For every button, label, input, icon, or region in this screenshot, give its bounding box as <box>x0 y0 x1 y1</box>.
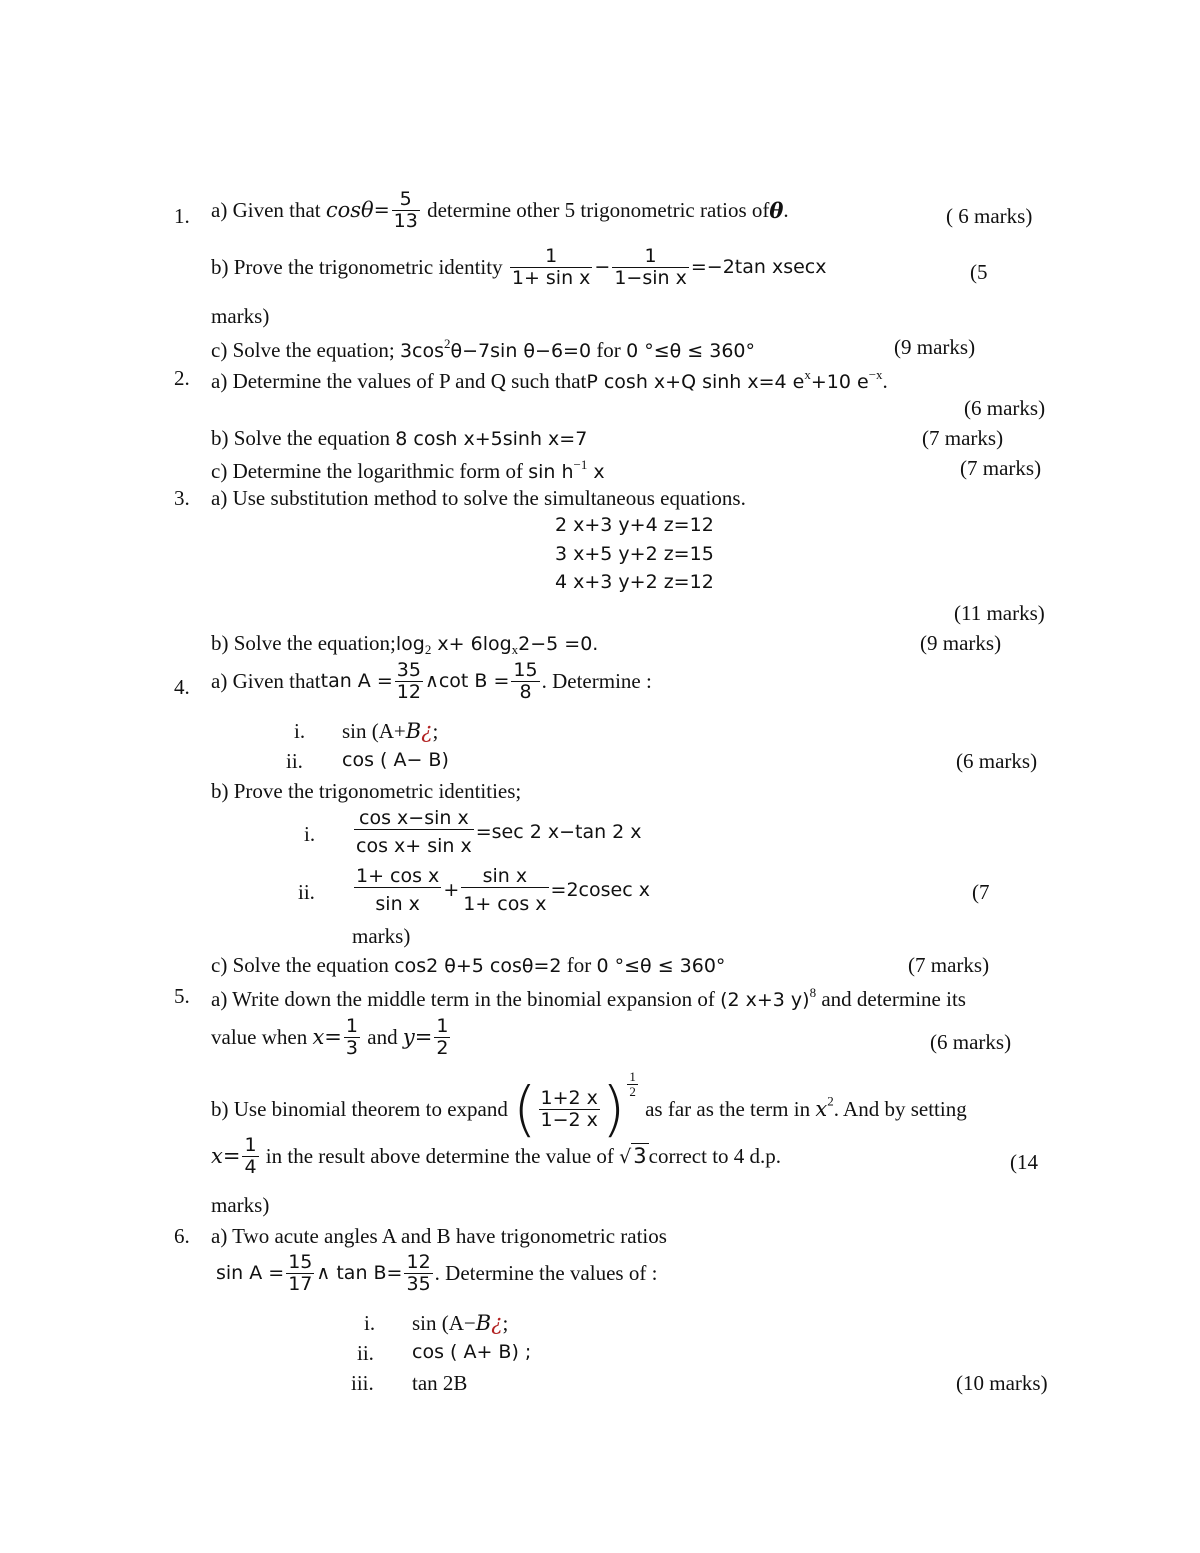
q2c-math: sin h <box>528 461 574 483</box>
q4a-i-symbol: ¿ <box>421 719 433 743</box>
q5b-power-den: 2 <box>629 1084 636 1100</box>
q2a-math: P cosh x+Q sinh x=4 e <box>586 371 805 393</box>
q6-i-b: B <box>475 1311 492 1335</box>
q3b-marks: (9 marks) <box>920 631 1002 655</box>
q5b-x-den: 4 <box>244 1155 257 1178</box>
q1b-marks: (5 <box>970 260 988 284</box>
q5a-value-text: value when <box>211 1024 313 1049</box>
q5a-text: a) Write down the middle term in the binomial expansion of <box>211 987 721 1011</box>
q1b-f2-den: 1−sin x <box>614 266 687 289</box>
q1b-fraction-1 <box>510 246 593 289</box>
q5b-marks-cont: marks) <box>211 1193 270 1217</box>
q2a-sup-2: −x <box>868 367 883 382</box>
q2c-text: c) Determine the logarithmic form of <box>211 459 529 483</box>
q4a-f1-den: 12 <box>396 680 421 703</box>
q4b-ii-f2-den: 1+ cos x <box>463 892 547 915</box>
q2a-math-2: +10 e <box>810 371 869 393</box>
q5b-marks: (14 <box>1010 1150 1038 1174</box>
q4b-i-label: i. <box>304 822 316 846</box>
q4a-i-line <box>342 721 438 742</box>
q4a-fraction-1 <box>395 660 423 703</box>
q6a-line-2 <box>216 1252 657 1295</box>
q4a-text: a) Given that <box>211 668 321 693</box>
q2a-text: a) Determine the values of P and Q such that <box>211 369 587 393</box>
q5b-x-fraction <box>242 1135 258 1178</box>
q1a-dot: . <box>783 197 789 222</box>
q1a-equals: = <box>373 198 390 221</box>
q4a-i-b: B <box>405 719 422 743</box>
q5b-sqrt-radicand: 3 <box>633 1143 647 1168</box>
q6-i-text: sin (A− <box>412 1311 476 1335</box>
q4c-range: 0 °≤θ ≤ 360° <box>596 955 726 977</box>
q5b-sqrt <box>619 1143 648 1168</box>
q6a-and: ∧ tan B= <box>316 1261 403 1284</box>
q4a-tan: tan A = <box>320 669 393 692</box>
q3b-log: log <box>395 633 425 655</box>
q5a-y: y= <box>402 1024 433 1049</box>
q6-iii-label: iii. <box>351 1371 374 1395</box>
q3-number: 3. <box>174 486 190 510</box>
q6-i-label: i. <box>364 1311 376 1335</box>
q1b-f1-num: 1 <box>510 246 593 268</box>
q6a-fraction-1 <box>286 1252 314 1295</box>
q4a-i-label: i. <box>294 719 306 743</box>
q4b-ii-f1-num: 1+ cos x <box>356 865 440 887</box>
q5a-marks: (6 marks) <box>930 1030 1012 1054</box>
q4a-f1-num: 35 <box>396 659 421 681</box>
q4a-i-semicolon: ; <box>432 719 439 743</box>
q3-equation-1: 2 x+3 y+4 z=12 <box>555 514 714 536</box>
q5b-text-2: as far as the term in <box>639 1096 816 1121</box>
q5b-result-text-2: correct to 4 d.p. <box>648 1143 782 1168</box>
q1a-text: a) Given that <box>211 197 326 222</box>
q3a-text: a) Use substitution method to solve the simultaneous equations. <box>211 486 746 510</box>
q5a-y-den: 2 <box>436 1036 449 1059</box>
q1c-marks: (9 marks) <box>894 335 976 359</box>
q4b-ii-f2-num: sin x <box>461 866 548 888</box>
q1c-sup: 2 <box>444 336 451 351</box>
q1a-text-2: determine other 5 trigonometric ratios of <box>421 197 770 222</box>
q4b-ii-label: ii. <box>298 880 315 904</box>
q5a-line-2 <box>211 1016 452 1059</box>
q5a-x: x= <box>312 1024 342 1049</box>
q2c-line <box>211 458 605 482</box>
q5a-x-fraction <box>344 1016 360 1059</box>
q2a-sup-1: x <box>804 367 811 382</box>
q5a-text-2: and determine its <box>816 987 966 1011</box>
q1b-f2-num: 1 <box>612 246 689 268</box>
q2a-marks: (6 marks) <box>964 396 1046 420</box>
q6a-text: a) Two acute angles A and B have trigonometric ratios <box>211 1224 667 1248</box>
q6a-fraction-2 <box>404 1252 432 1295</box>
q3b-text: b) Solve the equation; <box>211 631 396 655</box>
q2b-line <box>211 428 587 449</box>
q4b-ii-fraction-1 <box>354 866 441 915</box>
q1b-fraction-2 <box>612 246 689 289</box>
q5b-result-text: in the result above determine the value of <box>260 1143 620 1168</box>
q1a-fraction-num: 5 <box>392 189 420 211</box>
q5a-sup: 8 <box>809 985 817 1000</box>
q5a-y-fraction <box>434 1016 450 1059</box>
q5-number: 5. <box>174 984 190 1008</box>
q2b-marks: (7 marks) <box>922 426 1004 450</box>
q2c-marks: (7 marks) <box>960 456 1042 480</box>
q4a-fraction-2 <box>511 660 539 703</box>
q6-i-symbol: ¿ <box>491 1311 503 1335</box>
q6-number: 6. <box>174 1224 190 1248</box>
q3-equation-3: 4 x+3 y+2 z=12 <box>555 571 714 593</box>
q6-iii-text: tan 2B <box>412 1371 468 1395</box>
q3b-math-2: 2−5 =0. <box>518 633 599 655</box>
q5b-text-3: . And by setting <box>833 1096 967 1121</box>
q1c-text: c) Solve the equation; <box>211 338 400 362</box>
q5b-line-2 <box>211 1135 781 1178</box>
q4b-ii-f1-den: sin x <box>375 892 420 915</box>
q5a-line <box>211 986 966 1010</box>
q5b-text: b) Use binomial theorem to expand <box>211 1096 514 1121</box>
q5a-math: (2 x+3 y) <box>720 989 810 1011</box>
q5b-line <box>211 1069 967 1145</box>
q5b-paren-close: ) <box>601 1074 626 1145</box>
q4b-i-fraction <box>354 808 474 857</box>
q6a-f2-den: 35 <box>406 1272 431 1295</box>
q4c-math: cos2 θ+5 cosθ=2 <box>394 955 562 977</box>
q2a-line <box>211 368 888 392</box>
q1c-range: 0 °≤θ ≤ 360° <box>626 340 755 362</box>
q1a-cos-theta: cosθ <box>325 197 374 222</box>
q4a-ii-text: cos ( A− B) <box>342 749 449 771</box>
q6a-sin: sin A = <box>216 1261 285 1284</box>
q5a-y-num: 1 <box>436 1015 449 1037</box>
q4a-f2-num: 15 <box>513 659 538 681</box>
q1b-text: b) Prove the trigonometric identity <box>211 254 508 279</box>
q6-i-line <box>412 1313 508 1334</box>
q4b-marks-cont: marks) <box>352 924 411 948</box>
q4b-ii-plus: + <box>443 878 460 901</box>
q4b-ii-rhs: =2cosec x <box>550 878 650 901</box>
q2-number: 2. <box>174 366 190 390</box>
q1a-marks: ( 6 marks) <box>946 204 1033 228</box>
q3b-line <box>211 633 598 656</box>
q4a-and: ∧cot B = <box>424 669 510 692</box>
q4a-f2-den: 8 <box>519 680 532 703</box>
q1a-fraction-den: 13 <box>393 209 418 232</box>
q5b-x-eq: x= <box>211 1143 241 1168</box>
q5b-x-num: 1 <box>244 1134 257 1156</box>
q3a-marks: (11 marks) <box>954 601 1045 625</box>
q1-number: 1. <box>174 204 190 228</box>
q1a-fraction <box>392 189 420 232</box>
q6a-f1-num: 15 <box>288 1251 313 1273</box>
q5b-power-num: 1 <box>629 1069 636 1084</box>
q2a-dot: . <box>882 369 888 393</box>
q1a-theta: θ <box>769 197 784 223</box>
q5b-sqrt-sign: √ <box>619 1145 632 1168</box>
q1b-marks-cont: marks) <box>211 304 270 328</box>
q2c-sup: −1 <box>573 457 588 472</box>
q5b-num: 1+2 x <box>540 1087 598 1110</box>
q3b-math: x+ 6log <box>431 633 512 655</box>
q1c-math: 3cos <box>399 340 445 362</box>
q1c-for: for <box>591 338 627 362</box>
q1b-line <box>211 246 827 289</box>
q2b-math: 8 cosh x+5sinh x=7 <box>395 428 588 450</box>
q4a-marks: (6 marks) <box>956 749 1038 773</box>
q6a-f2-num: 12 <box>406 1251 431 1273</box>
q4b-marks: (7 <box>972 880 990 904</box>
q1b-f1-den: 1+ sin x <box>511 266 591 289</box>
q1c-math-2: θ−7sin θ−6=0 <box>450 340 592 362</box>
q6a-f1-den: 17 <box>288 1272 313 1295</box>
q4b-ii-line <box>352 866 650 915</box>
q4a-text-2: . Determine : <box>541 668 652 693</box>
q1b-minus: − <box>594 255 611 278</box>
q5b-x: x <box>815 1096 828 1121</box>
q3-equation-2: 3 x+5 y+2 z=15 <box>555 543 714 565</box>
q5a-x-den: 3 <box>345 1036 359 1059</box>
q1c-line <box>211 337 755 361</box>
q4c-text: c) Solve the equation <box>211 953 395 977</box>
q3b-sub-1: 2 <box>424 642 432 657</box>
q2b-text: b) Solve the equation <box>211 426 396 450</box>
q5b-den: 1−2 x <box>540 1108 598 1131</box>
q4c-marks: (7 marks) <box>908 953 990 977</box>
q1b-rhs: =−2tan xsecx <box>690 255 827 278</box>
q6-marks: (10 marks) <box>956 1371 1048 1395</box>
q6a-text-2: . Determine the values of : <box>434 1260 658 1285</box>
q4b-i-den: cos x+ sin x <box>356 834 472 857</box>
q4a-ii-label: ii. <box>286 749 303 773</box>
q6-ii-text: cos ( A+ B) ; <box>412 1341 532 1363</box>
q4b-i-num: cos x−sin x <box>354 808 474 830</box>
q4b-text: b) Prove the trigonometric identities; <box>211 779 522 803</box>
q2c-math-2: x <box>587 461 605 483</box>
q1a-line <box>211 189 789 232</box>
q6-i-semicolon: ; <box>502 1311 509 1335</box>
q5b-fraction <box>539 1088 600 1131</box>
q5a-and: and <box>362 1024 403 1049</box>
q4a-line <box>211 660 652 703</box>
q4-number: 4. <box>174 675 190 699</box>
q5b-x-sup: 2 <box>827 1093 834 1109</box>
q3b-sub-2: x <box>511 642 519 657</box>
q4b-i-line <box>352 808 642 857</box>
q4b-i-rhs: =sec 2 x−tan 2 x <box>475 820 642 843</box>
q6-ii-label: ii. <box>357 1341 374 1365</box>
q4c-line <box>211 955 725 976</box>
q5b-power-fraction <box>627 1070 638 1100</box>
q4b-ii-fraction-2 <box>461 866 548 915</box>
q5b-paren-open: ( <box>513 1074 537 1145</box>
q4c-for: for <box>561 953 597 977</box>
q4a-i-text: sin (A+ <box>342 719 406 743</box>
q5a-x-num: 1 <box>345 1015 359 1037</box>
